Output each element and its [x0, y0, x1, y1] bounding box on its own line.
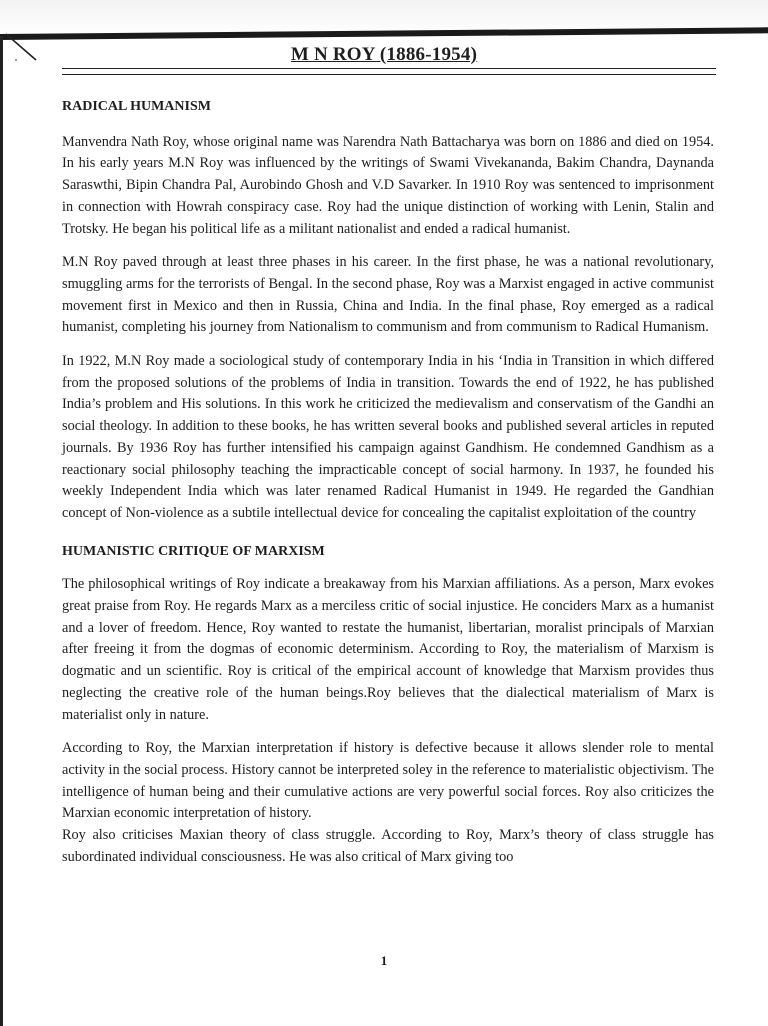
paragraph: In 1922, M.N Roy made a sociological study of contemporary India in his ‘India in Transition in which differed from the proposed solutions of the problems of India in transition. Towards the end of 1922, he has published India’s problem and His solutions. In this work he criticized the medievalism and conservatism of the Gandhi an social theology. In addition to these books, he has written several books and published several articles in reputed journals. By 1936 Roy has further intensified his campaign against Gandhism. He condemned Gandhism as a reactionary social philosophy teaching the impracticable concept of social harmony. In 1937, he founded his weekly Independent India which was later renamed Radical Humanist in 1949. He regarded the Gandhian concept of Non-violence as a subtile intellectual device for concealing the capitalist exploitation of the country: [62, 353, 714, 521]
page-border-left: [0, 36, 3, 1026]
paragraph: According to Roy, the Marxian interpretation if history is defective because it allows slender role to mental activity in the social process. History cannot be interpreted soley in the reference to materialistic objectivism. The intelligence of human being and their cumulative actions are very powerful social forces. Roy also criticizes the Marxian economic interpretation of history.: [62, 740, 714, 822]
paragraph: M.N Roy paved through at least three phases in his career. In the first phase, he was a national revolutionary, smuggling arms for the terrorists of Bengal. In the second phase, Roy was a Marxist engaged in active communist movement first in Mexico and then in Russia, China and India. In the final phase, Roy emerged as a radical humanist, completing his journey from Nationalism to communism and from communism to Radical Humanism.: [62, 254, 714, 336]
document-body: [62, 96, 714, 881]
paragraph: Roy also criticises Maxian theory of class struggle. According to Roy, Marx’s theory of class struggle has subordinated individual consciousness. He was also critical of Marx giving too: [62, 827, 714, 865]
page-number: 1: [380, 953, 388, 968]
paragraph: Manvendra Nath Roy, whose original name was Narendra Nath Battacharya was born on 1886 and died on 1954. In his early years M.N Roy was influenced by the writings of Swami Vivekananda, Bakim Chandra, Daynanda Saraswthi, Bipin Chandra Pal, Aurobindo Ghosh and V.D Savarker. In 1910 Roy was sentenced to imprisonment in connection with Howrah conspiracy case. Roy had the unique distinction of working with Lenin, Stalin and Trotsky. He began his political life as a militant nationalist and ended a radical humanist.: [62, 133, 714, 237]
page-title: M N ROY (1886-1954): [290, 44, 478, 65]
section-heading-humanistic-critique: HUMANISTIC CRITIQUE OF MARXISM: [62, 543, 325, 559]
title-double-rule: [62, 68, 716, 75]
paragraph: The philosophical writings of Roy indicate a breakaway from his Marxian affiliations. As a person, Marx evokes great praise from Roy. He regards Marx as a merciless critic of social injustice. He conciders Marx as a humanist and a lover of freedom. Hence, Roy wanted to restate the humanist, libertarian, moralist principals of Marxian after freeing it from the dogmas of economic determinism. According to Roy, the materialism of Marxism is dogmatic and un scientific. Roy is critical of the empirical account of knowledge that Marxism provides thus neglecting the creative role of the human beings.Roy believes that the dialectical materialism of Marx is materialist only in nature.: [62, 576, 714, 723]
section-heading-radical-humanism: RADICAL HUMANISM: [62, 99, 211, 114]
